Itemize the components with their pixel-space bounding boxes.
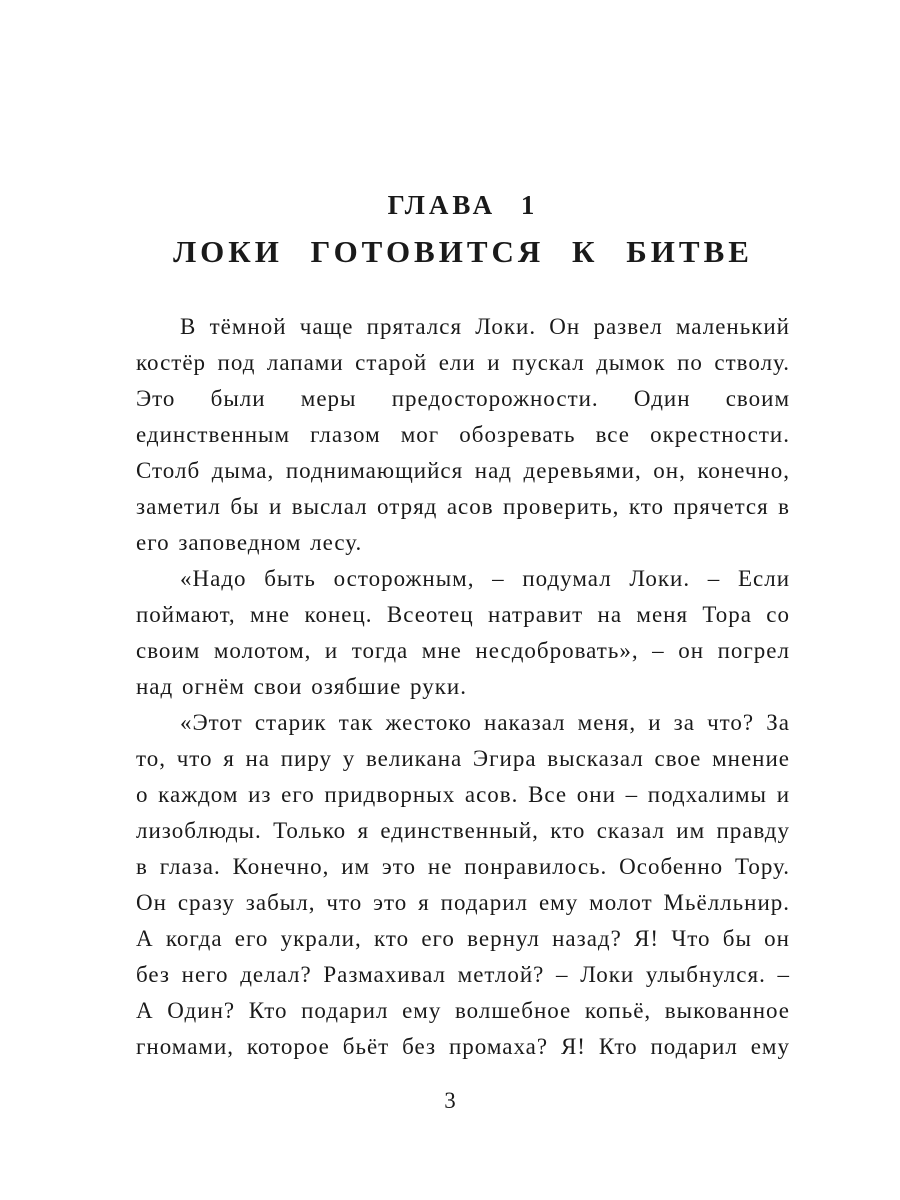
body-text: [136, 309, 790, 1065]
page-number: 3: [444, 1088, 456, 1113]
paragraph-3: «Этот старик так жестоко наказал меня, и за что? За то, что я на пиру у великана Эгира высказал свое мнение о каждом из его придворных асов. Все они – подхалимы и лизоблюды. Только я единственный, кто сказал им правду в глаза. Конечно, им это не понравилось. Особенно Тору. Он сразу забыл, что это я подарил ему молот Мьёлльнир. А когда его украли, кто его вернул назад? Я! Что бы он без него делал? Размахивал метлой? – Локи улыбнулся. – А Один? Кто подарил ему волшебное копьё, выкованное гномами, которое бьёт без промаха? Я! Кто подарил ему: [136, 710, 790, 1059]
chapter-title: ЛОКИ ГОТОВИТСЯ К БИТВЕ: [173, 234, 753, 269]
chapter-label: ГЛАВА 1: [387, 190, 539, 220]
paragraph-1: В тёмной чаще прятался Локи. Он развел маленький костёр под лапами старой ели и пускал дымок по стволу. Это были меры предосторожности. Один своим единственным глазом мог обозревать все окрестности. Столб дыма, поднимающийся над деревьями, он, конечно, заметил бы и выслал отряд асов проверить, кто прячется в его заповедном лесу.: [136, 314, 790, 555]
paragraph-2: «Надо быть осторожным, – подумал Локи. – Если поймают, мне конец. Всеотец натравит на меня Тора со своим молотом, и тогда мне несдобровать», – он погрел над огнём свои озябшие руки.: [136, 566, 790, 699]
